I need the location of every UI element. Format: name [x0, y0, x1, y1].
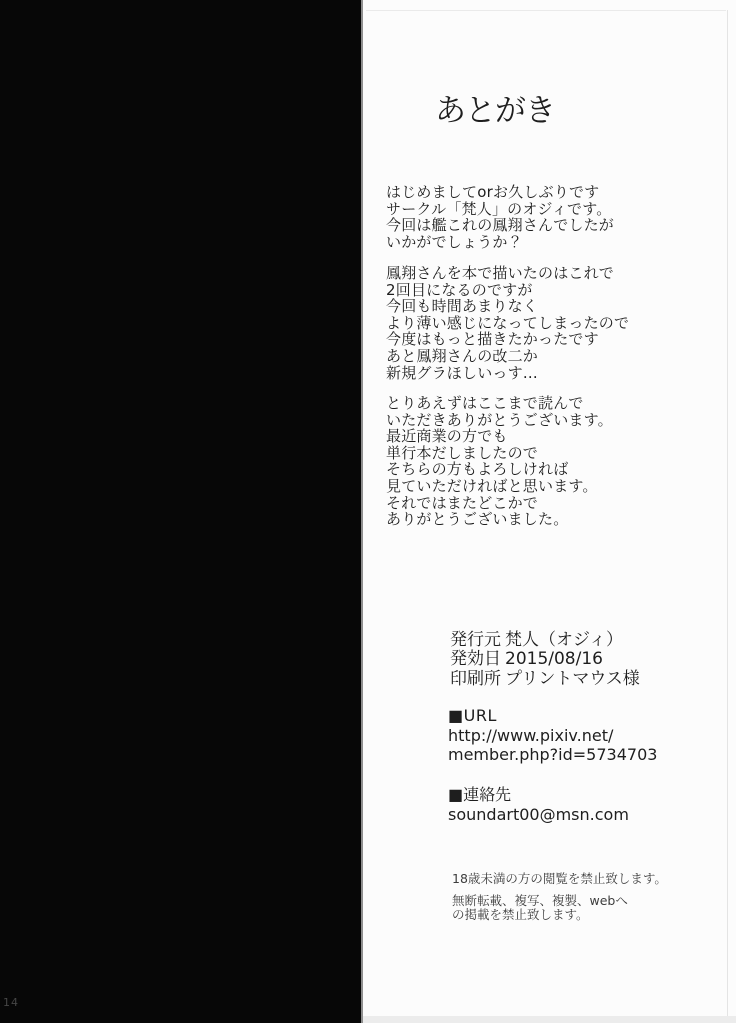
- colophon-value: プリントマウス様: [505, 668, 640, 689]
- text-line: 今度はもっと描きたかったです: [386, 330, 599, 349]
- text-line: それではまたどこかで: [386, 493, 539, 512]
- text-line: 最近商業の方でも: [386, 427, 508, 446]
- text-line: 今回も時間あまりなく: [386, 297, 539, 316]
- afterword-content: [363, 0, 736, 1023]
- contact-section: [448, 785, 629, 824]
- text-line: ありがとうございました。: [386, 510, 569, 529]
- contact-heading: ■連絡先: [448, 785, 512, 804]
- text-line: 鳳翔さんを本で描いたのはこれで: [386, 264, 615, 282]
- scan-edge-bottom: [363, 1016, 736, 1023]
- text-line: いかがでしょうか？: [386, 232, 523, 251]
- text-line: あと鳳翔さんの改二か: [386, 346, 539, 365]
- page-number: 14: [3, 996, 19, 1009]
- text-line: 見ていただければと思います。: [386, 476, 598, 495]
- afterword-paragraph-3: [386, 395, 613, 528]
- afterword-paragraph-1: [386, 184, 614, 250]
- url-line: http://www.pixiv.net/: [448, 725, 614, 745]
- scan-edge-top: [366, 10, 726, 11]
- afterword-paragraph-2: [386, 265, 629, 381]
- text-line: とりあえずはここまで読んで: [386, 394, 584, 412]
- colophon-value: 梵人（オジィ）: [505, 630, 623, 650]
- url-section: [448, 706, 657, 765]
- left-black-panel: [0, 0, 363, 1023]
- text-line: いただきありがとうございます。: [386, 410, 613, 429]
- text-line: 単行本だしましたので: [386, 443, 539, 462]
- disclaimer-age-line: 18歳未満の方の閲覧を禁止致します。: [452, 871, 667, 886]
- text-line: サークル「梵人」のオジィです。: [386, 199, 612, 218]
- colophon-row-publisher: [450, 631, 640, 650]
- url-line: member.php?id=5734703: [448, 745, 658, 765]
- colophon-row-date: [450, 650, 640, 669]
- colophon-label: 印刷所: [450, 668, 501, 689]
- colophon-row-printer: [450, 670, 640, 689]
- disclaimer-copy-line: の掲載を禁止致します。: [452, 907, 589, 922]
- disclaimer: [452, 872, 667, 922]
- contact-email: soundart00@msn.com: [448, 804, 629, 824]
- disclaimer-copy-line: 無断転載、複写、複製、webへ: [452, 893, 628, 908]
- text-line: 2回目になるのですが: [386, 280, 533, 299]
- text-line: そちらの方もよろしければ: [386, 460, 569, 479]
- scan-edge-right: [727, 10, 728, 1018]
- colophon-label: 発効日: [450, 649, 501, 670]
- text-line: 新規グラほしいっす…: [386, 363, 539, 382]
- colophon-value: 2015/08/16: [505, 649, 603, 670]
- colophon: [450, 631, 640, 689]
- url-heading: ■URL: [448, 706, 497, 725]
- text-line: より薄い感じになってしまったので: [386, 313, 630, 332]
- page-title: あとがき: [435, 93, 555, 129]
- disclaimer-copy-group: [452, 894, 667, 922]
- text-line: はじめましてorお久しぶりです: [386, 183, 600, 201]
- text-line: 今回は艦これの鳳翔さんでしたが: [386, 216, 615, 235]
- colophon-label: 発行元: [450, 630, 501, 650]
